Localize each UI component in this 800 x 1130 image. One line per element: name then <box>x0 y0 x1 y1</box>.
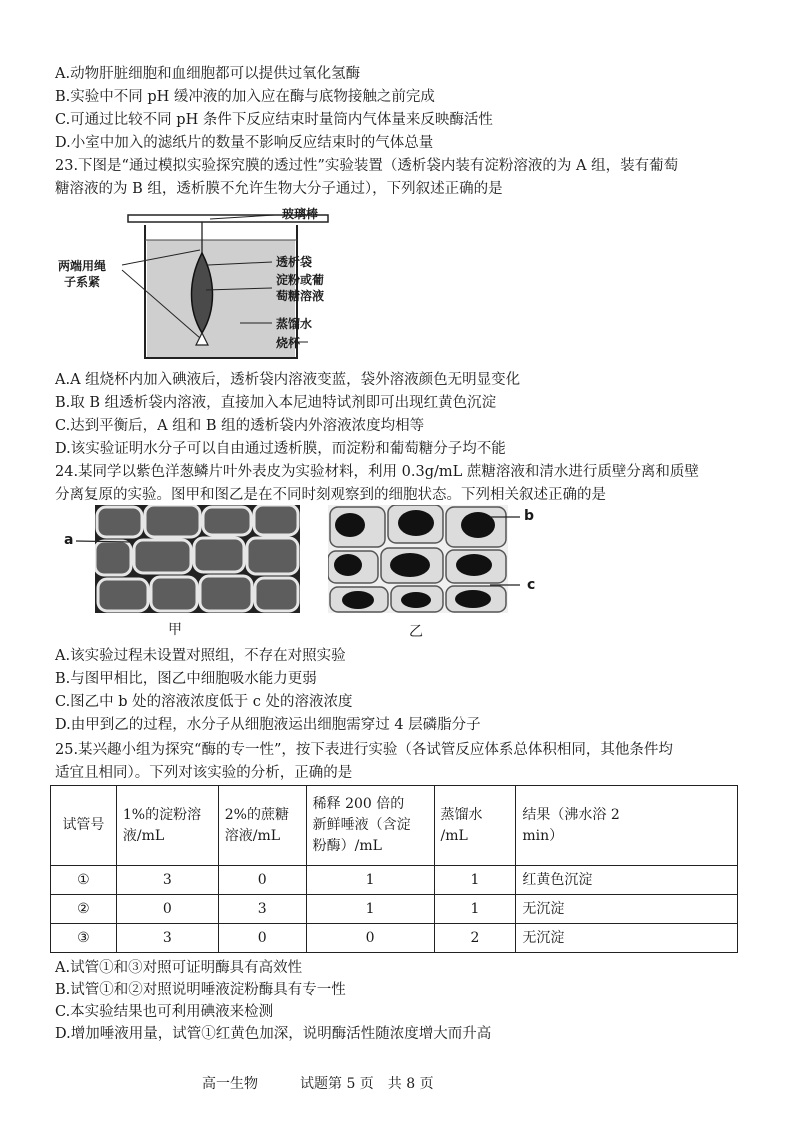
caption-yi: 乙 <box>409 624 423 640</box>
header-result: 结果（沸水浴 2 min） <box>516 786 738 866</box>
cell-sucrose: 3 <box>218 895 306 924</box>
q25-stem-line1: 25.某兴趣小组为探究“酶的专一性”，按下表进行实验（各试管反应体系总体积相同，其他条件均 <box>55 742 673 758</box>
q25-option-b: B.试管①和②对照说明唾液淀粉酶具有专一性 <box>55 982 346 998</box>
micrograph-jia-drawing <box>95 505 300 613</box>
cell-saliva: 1 <box>306 895 434 924</box>
leaders-b-c <box>490 512 526 592</box>
cell-saliva: 1 <box>306 866 434 895</box>
header-water: 蒸馏水 /mL <box>434 786 516 866</box>
footer-page-info: 试题第 5 页 共 8 页 <box>300 1076 434 1092</box>
cell-result: 红黄色沉淀 <box>516 866 738 895</box>
q23-option-c: C.达到平衡后，A 组和 B 组的透析袋内外溶液浓度均相等 <box>55 418 425 434</box>
cell-result: 无沉淀 <box>516 924 738 953</box>
q23-option-a: A.A 组烧杯内加入碘液后，透析袋内溶液变蓝，袋外溶液颜色无明显变化 <box>55 372 521 388</box>
cell-tube: ③ <box>51 924 117 953</box>
q24-option-b: B.与图甲相比，图乙中细胞吸水能力更弱 <box>55 671 317 687</box>
q25-option-c: C.本实验结果也可利用碘液来检测 <box>55 1004 274 1020</box>
header-saliva: 稀释 200 倍的 新鲜唾液（含淀 粉酶）/mL <box>306 786 434 866</box>
q23-option-b: B.取 B 组透析袋内溶液，直接加入本尼迪特试剂即可出现红黄色沉淀 <box>55 395 497 411</box>
q22-option-a: A.动物肝脏细胞和血细胞都可以提供过氧化氢酶 <box>55 66 361 82</box>
label-rope-line1: 两端用绳 <box>58 259 107 273</box>
cell-tube: ① <box>51 866 117 895</box>
q22-option-d: D.小室中加入的滤纸片的数量不影响反应结束时的气体总量 <box>55 135 434 151</box>
cell-micrograph-jia <box>95 505 300 613</box>
dialysis-apparatus-drawing <box>50 205 410 365</box>
label-rope-line2: 子系紧 <box>64 275 101 289</box>
label-a: a <box>64 532 74 548</box>
label-solution-line1: 淀粉或葡 <box>276 273 325 287</box>
cell-result: 无沉淀 <box>516 895 738 924</box>
cell-starch: 3 <box>116 866 218 895</box>
label-solution-line2: 萄糖溶液 <box>276 289 325 303</box>
label-b: b <box>524 508 535 524</box>
cell-starch: 0 <box>116 895 218 924</box>
label-beaker: 烧杯 <box>276 336 301 350</box>
cell-water: 1 <box>434 895 516 924</box>
q23-stem-line2: 糖溶液的为 B 组，透析膜不允许生物大分子通过），下列叙述正确的是 <box>55 181 503 197</box>
q23-option-d: D.该实验证明水分子可以自由通过透析膜，而淀粉和葡萄糖分子均不能 <box>55 441 506 457</box>
table-header-row <box>51 786 738 866</box>
q22-option-b: B.实验中不同 pH 缓冲液的加入应在酶与底物接触之前完成 <box>55 89 435 105</box>
micrograph-yi-drawing <box>328 505 508 613</box>
experiment-table <box>50 785 738 953</box>
q22-option-c: C.可通过比较不同 pH 条件下反应结束时量筒内气体量来反映酶活性 <box>55 112 493 128</box>
cell-saliva: 0 <box>306 924 434 953</box>
cell-sucrose: 0 <box>218 924 306 953</box>
label-water: 蒸馏水 <box>276 317 313 331</box>
cell-water: 2 <box>434 924 516 953</box>
footer-subject: 高一生物 <box>202 1076 258 1092</box>
label-bag: 透析袋 <box>276 255 313 269</box>
header-tube-number: 试管号 <box>51 786 117 866</box>
table-row <box>51 866 738 895</box>
q24-option-d: D.由甲到乙的过程，水分子从细胞液运出细胞需穿过 4 层磷脂分子 <box>55 717 481 733</box>
label-c: c <box>527 577 536 593</box>
q25-option-d: D.增加唾液用量，试管①红黄色加深，说明酶活性随浓度增大而升高 <box>55 1026 492 1042</box>
distilled-water <box>147 240 295 358</box>
q25-stem-line2: 适宜且相同）。下列对该实验的分析，正确的是 <box>55 765 353 781</box>
table-row <box>51 895 738 924</box>
caption-jia: 甲 <box>168 622 182 638</box>
q24-option-c: C.图乙中 b 处的溶液浓度低于 c 处的溶液浓度 <box>55 694 353 710</box>
q24-stem-line2: 分离复原的实验。图甲和图乙是在不同时刻观察到的细胞状态。下列相关叙述正确的是 <box>55 487 606 503</box>
cell-micrograph-yi <box>328 505 508 613</box>
q24-stem-line1: 24.某同学以紫色洋葱鳞片叶外表皮为实验材料，利用 0.3g/mL 蔗糖溶液和清水进行质壁分离和质壁 <box>55 464 699 480</box>
cell-water: 1 <box>434 866 516 895</box>
cell-starch: 3 <box>116 924 218 953</box>
header-starch: 1%的淀粉溶 液/mL <box>116 786 218 866</box>
table-row <box>51 924 738 953</box>
cell-sucrose: 0 <box>218 866 306 895</box>
leader-a <box>76 536 136 548</box>
dialysis-apparatus-figure <box>50 205 410 365</box>
cell-tube: ② <box>51 895 117 924</box>
q24-option-a: A.该实验过程未设置对照组，不存在对照实验 <box>55 648 346 664</box>
q25-option-a: A.试管①和③对照可证明酶具有高效性 <box>55 960 303 976</box>
label-glass-rod: 玻璃棒 <box>282 207 319 221</box>
q23-stem-line1: 23.下图是“通过模拟实验探究膜的透过性”实验装置（透析袋内装有淀粉溶液的为 A 组，装有葡萄 <box>55 158 679 174</box>
header-sucrose: 2%的蔗糖 溶液/mL <box>218 786 306 866</box>
